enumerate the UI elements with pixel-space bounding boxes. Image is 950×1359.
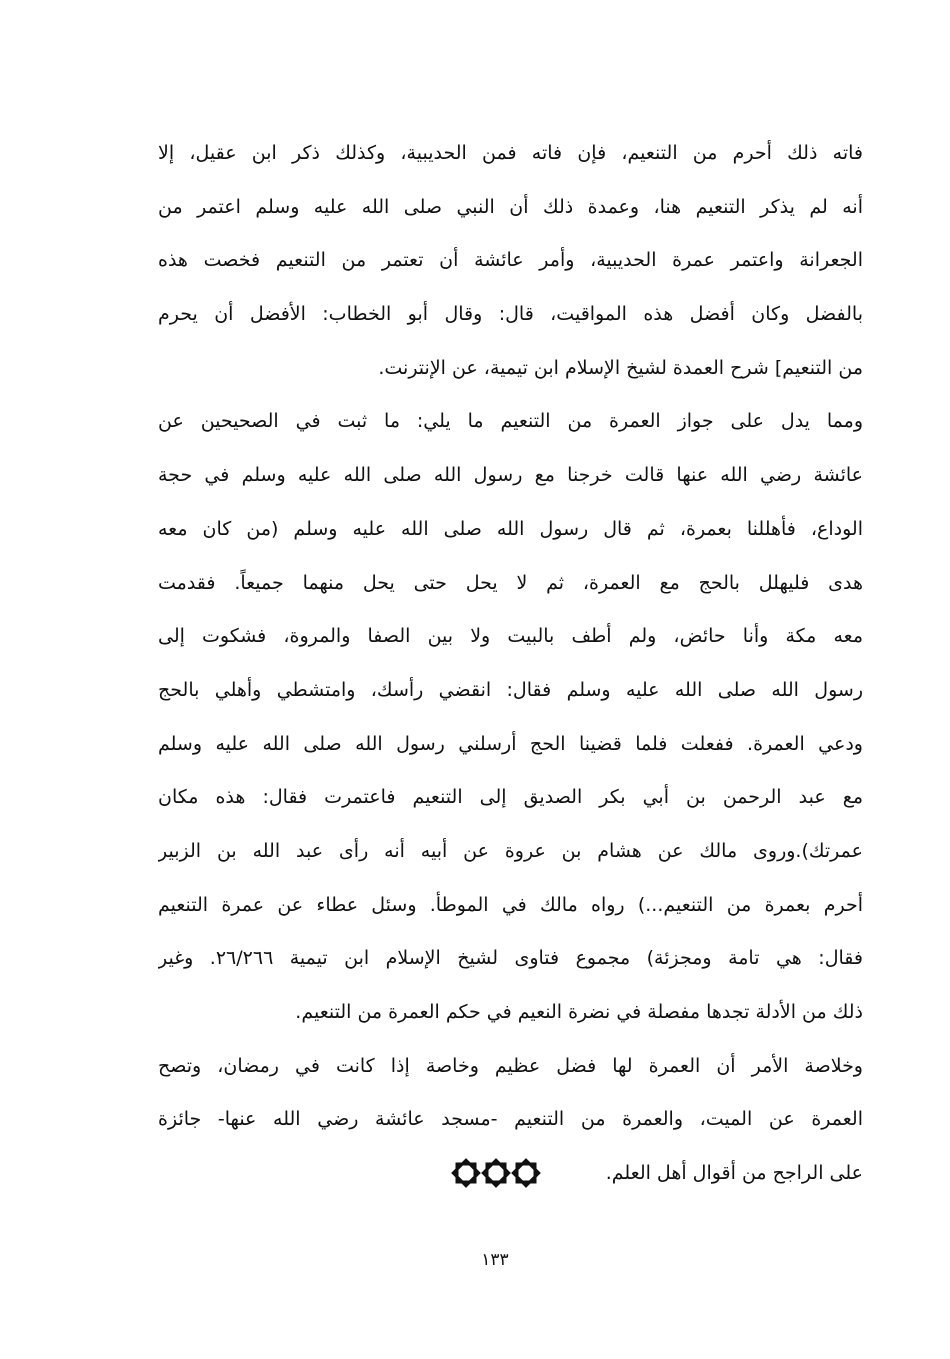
text-line: أحرم بعمرة من التنعيم...) رواه مالك في الموطأ. وسئل عطاء عن عمرة التنعيم (158, 893, 863, 916)
text-line: هدى فليهلل بالحج مع العمرة، ثم لا يحل حتى يحل منهما جميعاً. فقدمت (158, 571, 863, 594)
text-line: على الراجح من أقوال أهل العلم. (605, 1162, 863, 1185)
text-line: وخلاصة الأمر أن العمرة لها فضل عظيم وخاصة إذا كانت في رمضان، وتصح (158, 1054, 863, 1077)
text-line: رسول الله صلى الله عليه وسلم فقال: انقضي رأسك، وامتشطي وأهلي بالحج (158, 678, 863, 701)
text-line: الوداع، فأهللنا بعمرة، ثم قال رسول الله صلى الله عليه وسلم (من كان معه (158, 517, 863, 540)
text-line: عائشة رضي الله عنها قالت خرجنا مع رسول الله صلى الله عليه وسلم في حجة (158, 464, 863, 487)
text-line: ذلك من الأدلة تجدها مفصلة في نضرة النعيم في حكم العمرة من التنعيم. (295, 1001, 863, 1023)
text-line: فقال: هي تامة ومجزئة) مجموع فتاوى لشيخ الإسلام ابن تيمية ٢٦/٢٦٦. وغير (158, 947, 863, 970)
text-line: الجعرانة واعتمر عمرة الحديبية، وأمر عائشة أن تعتمر من التنعيم فخصت هذه (158, 249, 863, 272)
text-line: من التنعيم] شرح العمدة لشيخ الإسلام ابن تيمية، عن الإنترنت. (378, 356, 863, 379)
text-line: معه مكة وأنا حائض، ولم أطف بالبيت ولا بين الصفا والمروة، فشكوت إلى (158, 625, 863, 648)
text-line: أنه لم يذكر التنعيم هنا، وعمدة ذلك أن النبي صلى الله عليه وسلم اعتمر من (158, 195, 863, 218)
document-body (158, 131, 863, 1205)
triple-star-ornament-icon (450, 1155, 542, 1191)
text-line: عمرتك).وروى مالك عن هشام بن عروة عن أبيه أنه رأى عبد الله بن الزبير (158, 839, 863, 862)
text-line: ودعي العمرة. ففعلت فلما قضينا الحج أرسلني رسول الله صلى الله عليه وسلم (158, 732, 863, 755)
text-line: مع عبد الرحمن بن أبي بكر الصديق إلى التنعيم فاعتمرت فقال: هذه مكان (158, 786, 863, 809)
text-line: فاته ذلك أحرم من التنعيم، فإن فاته فمن الحديبية، وكذلك ذكر ابن عقيل، إلا (158, 142, 863, 164)
text-line: ومما يدل على جواز العمرة من التنعيم ما يلي: ما ثبت في الصحيحين عن (158, 410, 863, 433)
page-number: ١٣٣ (481, 1250, 509, 1270)
text-line: العمرة عن الميت، والعمرة من التنعيم -مسجد عائشة رضي الله عنها- جائزة (158, 1108, 863, 1131)
text-line: بالفضل وكان أفضل هذه المواقيت، قال: وقال أبو الخطاب: الأفضل أن يحرم (158, 303, 863, 326)
